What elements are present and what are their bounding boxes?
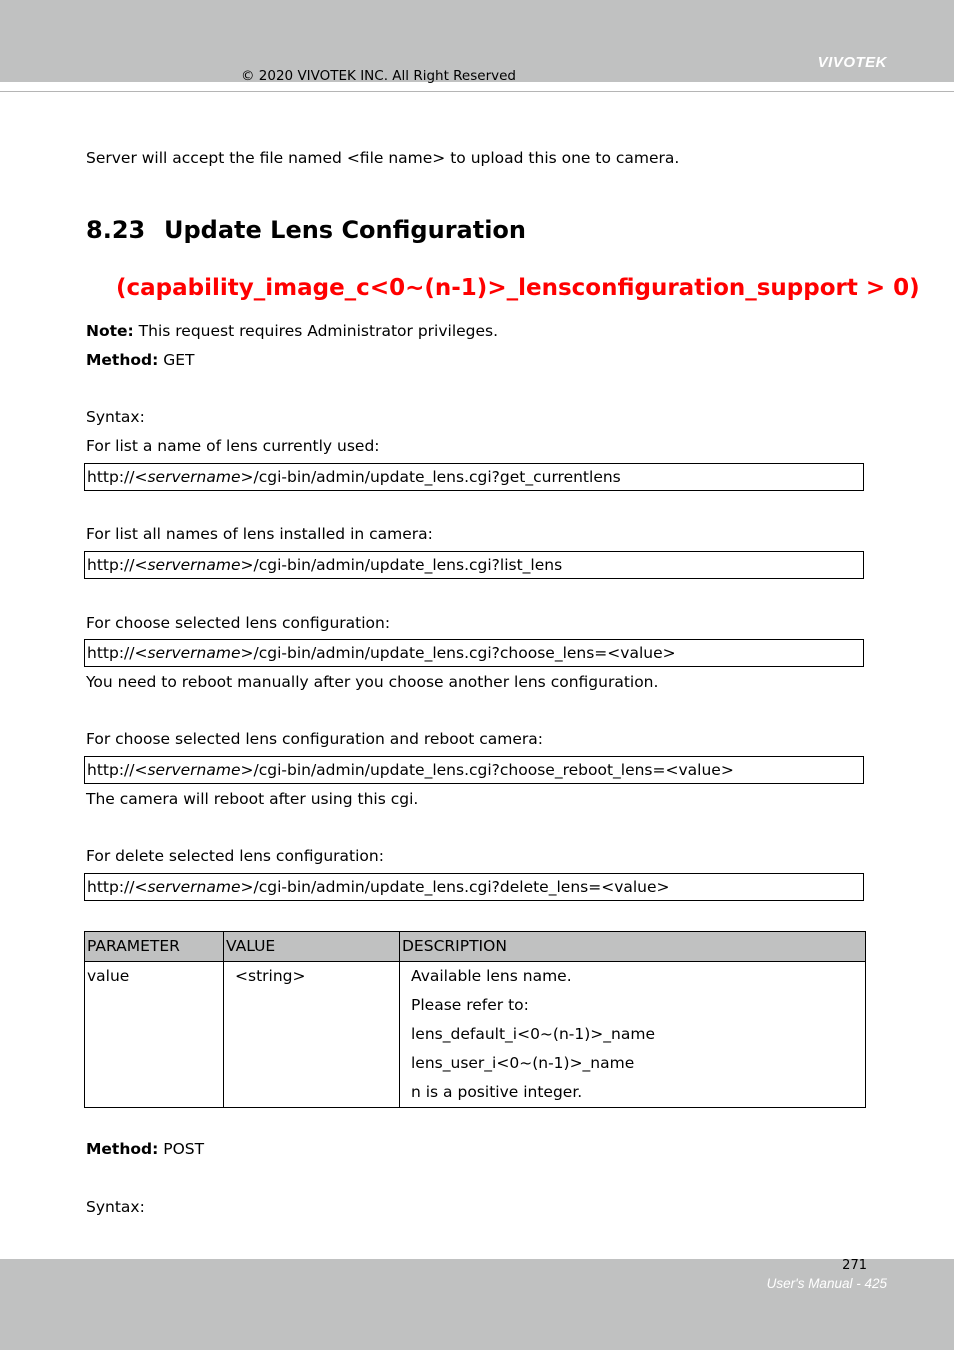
description-line: lens_default_i<0~(n-1)>_name [411, 1025, 655, 1043]
url-box [84, 756, 864, 784]
cell-description [400, 962, 866, 1108]
url-prefix: http://< [87, 878, 148, 896]
url-prefix: http://< [87, 644, 148, 662]
url-box [84, 639, 864, 667]
table-header-row [85, 932, 866, 962]
url-servername: servername [147, 761, 241, 779]
brand-logo: VIVOTEK [817, 54, 887, 71]
description-line: lens_user_i<0~(n-1)>_name [411, 1054, 635, 1072]
section-title: Update Lens Configuration [164, 216, 526, 244]
url-suffix: >/cgi-bin/admin/update_lens.cgi?choose_reboot_lens=<value> [240, 761, 734, 779]
intro-text: Server will accept the file named <file name> to upload this one to camera. [86, 149, 680, 167]
header-description: DESCRIPTION [400, 932, 866, 962]
url-suffix: >/cgi-bin/admin/update_lens.cgi?get_currentlens [240, 468, 621, 486]
method-post-line [86, 1135, 204, 1164]
method-get-line [86, 346, 195, 375]
footer-band [0, 1259, 954, 1350]
url-prefix: http://< [87, 556, 148, 574]
copyright-text: © 2020 VIVOTEK INC. All Right Reserved [241, 68, 516, 84]
parameter-table [84, 931, 866, 1108]
description-line: Available lens name. [411, 967, 572, 985]
page-number: 271 [842, 1258, 867, 1273]
note-label: Note: [86, 322, 134, 340]
header-divider [0, 91, 954, 92]
method-value: GET [158, 351, 195, 369]
block-desc: For choose selected lens configuration and reboot camera: [86, 730, 543, 748]
table-row [85, 962, 866, 1108]
header-value: VALUE [224, 932, 400, 962]
url-suffix: >/cgi-bin/admin/update_lens.cgi?choose_lens=<value> [240, 644, 676, 662]
url-box [84, 463, 864, 491]
block-desc: For list all names of lens installed in camera: [86, 525, 433, 543]
cell-value: <string> [224, 962, 400, 1108]
section-heading [86, 212, 526, 248]
syntax-label: Syntax: [86, 408, 145, 426]
url-suffix: >/cgi-bin/admin/update_lens.cgi?list_lens [240, 556, 563, 574]
manual-page-label: User's Manual - 425 [766, 1276, 887, 1291]
description-line: Please refer to: [411, 996, 529, 1014]
note-text: This request requires Administrator privileges. [133, 322, 499, 340]
url-servername: servername [147, 556, 241, 574]
method-label: Method: [86, 351, 159, 369]
section-number: 8.23 [86, 216, 146, 244]
url-servername: servername [147, 878, 241, 896]
url-box [84, 551, 864, 579]
block-note: The camera will reboot after using this cgi. [86, 790, 419, 808]
url-prefix: http://< [87, 468, 148, 486]
url-prefix: http://< [87, 761, 148, 779]
description-line: n is a positive integer. [411, 1083, 583, 1101]
header-parameter: PARAMETER [85, 932, 224, 962]
block-note: You need to reboot manually after you choose another lens configuration. [86, 673, 659, 691]
block-desc: For delete selected lens configuration: [86, 847, 384, 865]
url-servername: servername [147, 644, 241, 662]
method-value: POST [158, 1140, 205, 1158]
syntax-label: Syntax: [86, 1198, 145, 1216]
url-box [84, 873, 864, 901]
block-desc: For list a name of lens currently used: [86, 437, 380, 455]
url-suffix: >/cgi-bin/admin/update_lens.cgi?delete_lens=<value> [240, 878, 670, 896]
cell-parameter: value [85, 962, 224, 1108]
block-desc: For choose selected lens configuration: [86, 614, 391, 632]
note-line [86, 317, 498, 346]
method-label: Method: [86, 1140, 159, 1158]
url-servername: servername [147, 468, 241, 486]
capability-condition: (capability_image_c<0~(n-1)>_lensconfiguration_support > 0) [116, 275, 920, 301]
